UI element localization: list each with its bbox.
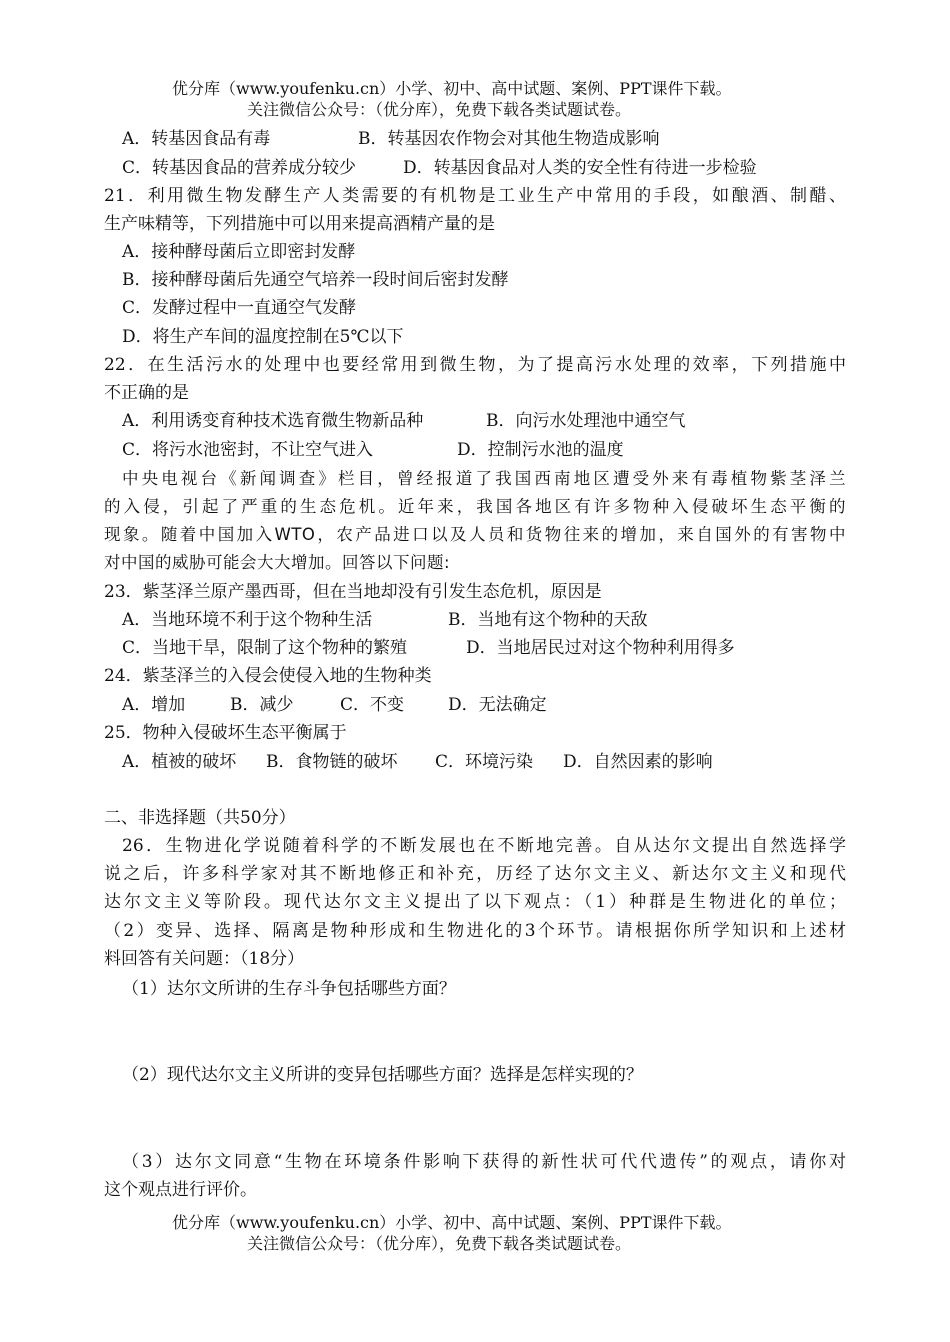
q21-stem-line-2: 生产味精等，下列措施中可以用来提高酒精产量的是 — [104, 214, 495, 234]
passage-line-4: 对中国的威胁可能会大大增加。回答以下问题: — [104, 553, 451, 572]
q22-stem-line-1: 22．在生活污水的处理中也要经常用到微生物，为了提高污水处理的效率，下列措施中 — [104, 355, 846, 375]
header-line-1: 优分库（www.youfenku.cn）小学、初中、高中试题、案例、PPT课件下载。 — [172, 79, 732, 98]
q20-option-d: D．转基因食品对人类的安全性有待进一步检验 — [403, 158, 757, 178]
q24-option-d: D．无法确定 — [448, 695, 547, 715]
q26-line-2: 说之后，许多科学家对其不断地修正和补充，历经了达尔文主义、新达尔文主义和现代 — [104, 864, 846, 884]
q26-line-4: （2）变异、选择、隔离是物种形成和生物进化的3个环节。请根据你所学知识和上述材 — [104, 921, 846, 941]
q21-option-a: A．接种酵母菌后立即密封发酵 — [122, 242, 356, 262]
q24-option-c: C．不变 — [340, 695, 405, 715]
q22-option-c: C．将污水池密封，不让空气进入 — [122, 440, 374, 460]
q20-option-a: A．转基因食品有毒 — [122, 129, 271, 149]
q25-option-b: B．食物链的破坏 — [266, 752, 398, 772]
q24-option-b: B．减少 — [230, 695, 294, 715]
q26-sub-question-3-line-2: 这个观点进行评价。 — [104, 1180, 257, 1200]
q25-option-d: D．自然因素的影响 — [563, 752, 713, 772]
q21-stem-line-1: 21．利用微生物发酵生产人类需要的有机物是工业生产中常用的手段，如酿酒、制醋、 — [104, 186, 846, 206]
q22-stem-line-2: 不正确的是 — [104, 383, 189, 403]
q25-option-c: C．环境污染 — [435, 752, 534, 772]
q26-sub-question-3-line-1: （3）达尔文同意“生物在环境条件影响下获得的新性状可代代遗传”的观点，请你对 — [122, 1152, 846, 1172]
q23-option-c: C．当地干旱，限制了这个物种的繁殖 — [122, 638, 408, 658]
q23-option-d: D．当地居民过对这个物种利用得多 — [466, 638, 735, 658]
q26-sub-question-1: （1）达尔文所讲的生存斗争包括哪些方面？ — [122, 979, 456, 999]
footer-line-2: 关注微信公众号：（优分库），免费下载各类试题试卷。 — [247, 1234, 632, 1253]
q20-option-c: C．转基因食品的营养成分较少 — [122, 158, 357, 178]
q20-option-b: B．转基因农作物会对其他生物造成影响 — [358, 129, 660, 149]
q26-line-3: 达尔文主义等阶段。现代达尔文主义提出了以下观点：（1）种群是生物进化的单位； — [104, 892, 846, 912]
section-2-title: 二、非选择题（共50分） — [104, 808, 296, 828]
q22-option-d: D．控制污水池的温度 — [457, 440, 624, 460]
q23-stem: 23．紫茎泽兰原产墨西哥，但在当地却没有引发生态危机，原因是 — [104, 582, 602, 602]
passage-line-2: 的入侵，引起了严重的生态危机。近年来，我国各地区有许多物种入侵破坏生态平衡的 — [104, 497, 846, 516]
q26-line-5: 料回答有关问题：（18分） — [104, 949, 305, 969]
passage-line-3: 现象。随着中国加入WTO，农产品进口以及人员和货物往来的增加，来自国外的有害物中 — [104, 525, 846, 544]
q26-sub-question-2: （2）现代达尔文主义所讲的变异包括哪些方面？选择是怎样实现的？ — [122, 1065, 643, 1085]
q25-stem: 25．物种入侵破坏生态平衡属于 — [104, 723, 347, 743]
q22-option-a: A．利用诱变育种技术选育微生物新品种 — [122, 411, 424, 431]
q24-stem: 24．紫茎泽兰的入侵会使侵入地的生物种类 — [104, 666, 432, 686]
q23-option-b: B．当地有这个物种的天敌 — [448, 610, 648, 630]
q23-option-a: A．当地环境不利于这个物种生活 — [122, 610, 373, 630]
passage-line-1: 中央电视台《新闻调查》栏目，曾经报道了我国西南地区遭受外来有毒植物紫茎泽兰 — [122, 469, 846, 488]
q25-option-a: A．植被的破坏 — [122, 752, 237, 772]
q22-option-b: B．向污水处理池中通空气 — [486, 411, 686, 431]
q21-option-d: D．将生产车间的温度控制在5℃以下 — [122, 327, 404, 347]
q26-line-1: 26．生物进化学说随着科学的不断发展也在不断地完善。自从达尔文提出自然选择学 — [122, 836, 846, 856]
footer-line-1: 优分库（www.youfenku.cn）小学、初中、高中试题、案例、PPT课件下载。 — [172, 1213, 732, 1232]
q21-option-c: C．发酵过程中一直通空气发酵 — [122, 298, 357, 318]
header-line-2: 关注微信公众号：（优分库），免费下载各类试题试卷。 — [247, 100, 632, 119]
q24-option-a: A．增加 — [122, 695, 186, 715]
q21-option-b: B．接种酵母菌后先通空气培养一段时间后密封发酵 — [122, 270, 509, 290]
